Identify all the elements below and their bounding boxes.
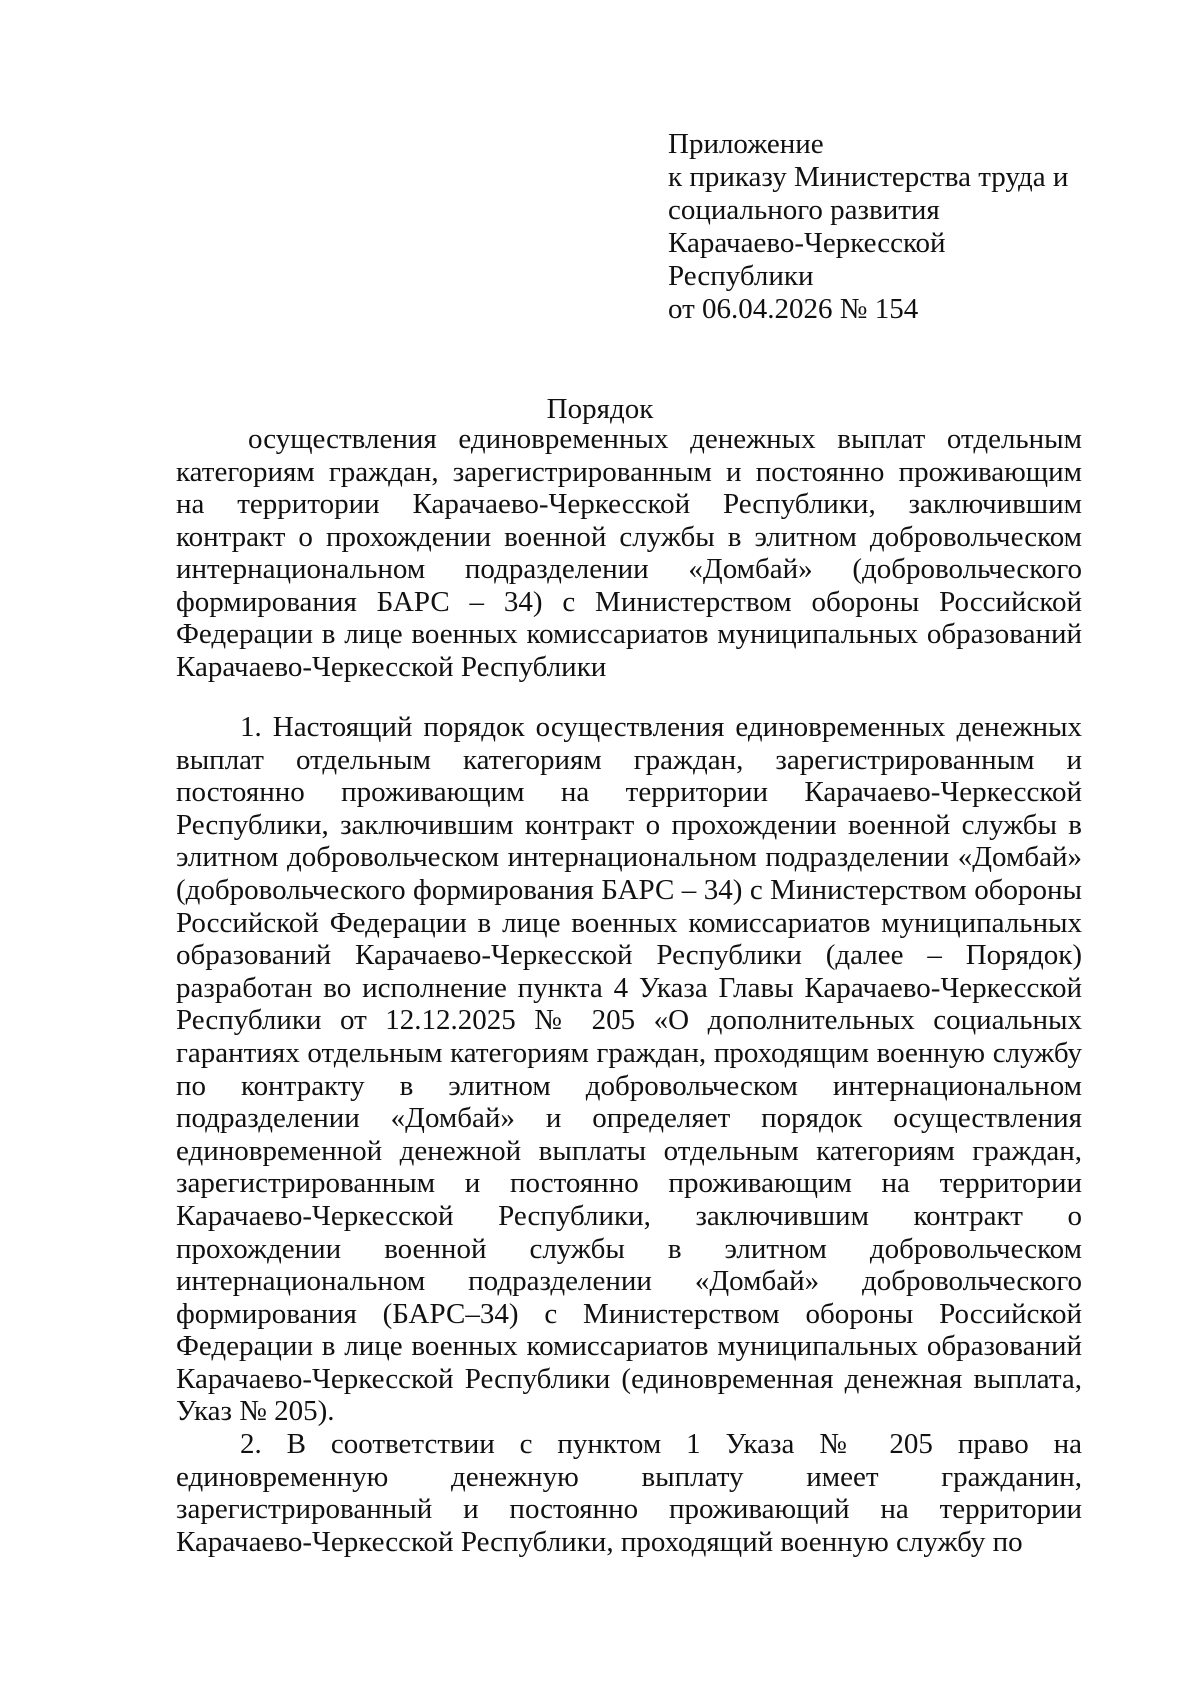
paragraph-2 (176, 1428, 1082, 1558)
appendix-block (668, 128, 1128, 326)
document-title: Порядок (546, 393, 654, 425)
appendix-line: Карачаево-Черкесской (668, 227, 946, 259)
appendix-line: социального развития (668, 194, 940, 226)
paragraph-number: 1. (240, 711, 262, 743)
document-body (176, 711, 1082, 1558)
paragraph-text: Настоящий порядок осуществления единовременных денежных выплат отдельным категориям граждан, зарегистрированным и постоянно проживающим на территории Карачаево-Черкесской Республики, заключившим контракт о прохождении военной службы в элитном добровольческом интернациональном подразделении «Домбай» (добровольческого формирования БАРС – 34) с Министерством обороны Российской Федерации в лице военных комиссариатов муниципальных образований Карачаево-Черкесской Республики (далее – Порядок) разработан во исполнение пункта 4 Указа Главы Карачаево-Черкесской Республики от 12.12.2025 № 205 «О дополнительных социальных гарантиях отдельным категориям граждан, проходящим военную службу по контракту в элитном добровольческом интернациональном подразделении «Домбай» и определяет порядок осуществления единовременной денежной выплаты отдельным категориям граждан, зарегистрированным и постоянно проживающим на территории Карачаево-Черкесской Республики, заключившим контракт о прохождении военной службы в элитном добровольческом интернациональном подразделении «Домбай» добровольческого формирования (БАРС–34) с Министерством обороны Российской Федерации в лице военных комиссариатов муниципальных образований Карачаево-Черкесской Республики (единовременная денежная выплата, Указ № 205). (176, 711, 1083, 1428)
appendix-order-date-number: от 06.04.2026 № 154 (668, 293, 919, 325)
paragraph-text: В соответствии с пунктом 1 Указа № 205 право на единовременную денежную выплату имеет гражданин, зарегистрированный и постоянно проживающий на территории Карачаево-Черкесской Республики, проходящий военную службу по (176, 1428, 1082, 1558)
document-subtitle: осуществления единовременных денежных выплат отдельным категориям граждан, зарегистрированным и постоянно проживающим на территории Карачаево-Черкесской Республики, заключившим контракт о прохождении военной службы в элитном добровольческом интернациональном подразделении «Домбай» (добровольческого формирования БАРС – 34) с Министерством обороны Российской Федерации в лице военных комиссариатов муниципальных образований Карачаево-Черкесской Республики (176, 423, 1082, 683)
paragraph-1 (176, 711, 1082, 1428)
appendix-line: Приложение (668, 128, 824, 160)
appendix-line: Республики (668, 260, 814, 292)
paragraph-number: 2. (240, 1428, 262, 1461)
appendix-line: к приказу Министерства труда и (668, 161, 1069, 193)
